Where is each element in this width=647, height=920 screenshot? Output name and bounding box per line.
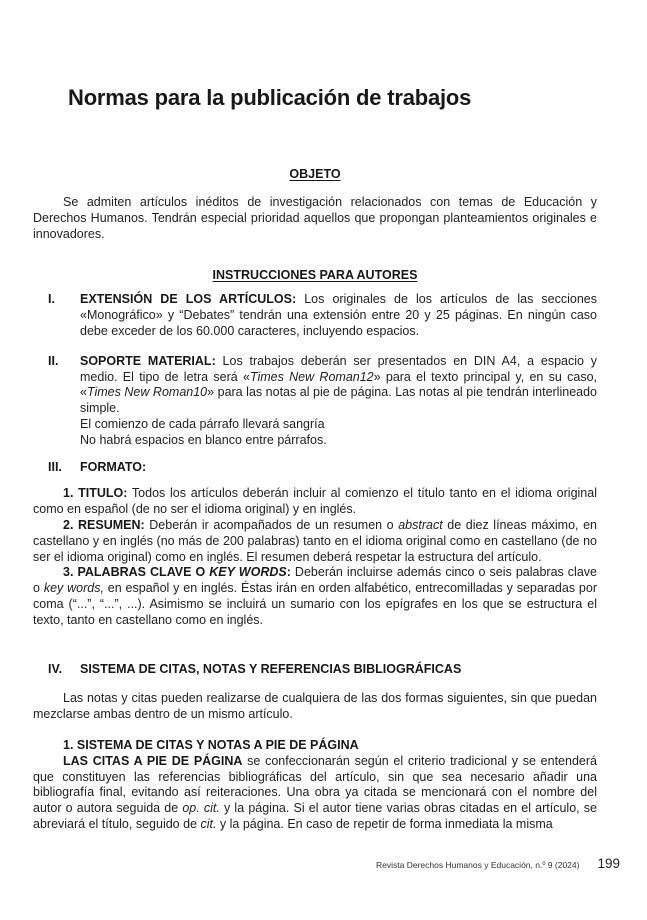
palabras-label-1: 3. PALABRAS CLAVE O <box>63 565 210 580</box>
journal-name: Revista Derechos Humanos y Educación, n.º 9 (2024) <box>376 860 580 870</box>
font-name-1: Times New Roman12 <box>249 369 374 384</box>
roman-numeral-iii: III. <box>48 459 62 474</box>
objeto-paragraph: Se admiten artículos inéditos de investigación relacionados con temas de Educación y Derechos Humanos. Tendrán especial prioridad aquellos que propongan planteamientos originales e innovadores. <box>33 195 597 241</box>
resumen-label: 2. RESUMEN: <box>63 517 145 532</box>
formato-paragraph-resumen <box>33 518 597 565</box>
titulo-label: 1. TITULO: <box>63 486 128 501</box>
citas-intro-paragraph: Las notas y citas pueden realizarse de cualquiera de las dos formas siguientes, sin que puedan mezclarse ambas dentro de un mismo artículo. <box>33 691 597 722</box>
page-number: 199 <box>597 856 620 871</box>
item-soporte-label: SOPORTE MATERIAL: <box>80 353 216 368</box>
cit-italic: cit. <box>200 816 217 831</box>
item-soporte-text <box>80 354 597 449</box>
citas-pie-label: LAS CITAS A PIE DE PÁGINA <box>63 753 243 768</box>
roman-numeral-i: I. <box>48 292 55 307</box>
page-title: Normas para la publicación de trabajos <box>68 85 472 110</box>
section-heading-instrucciones: INSTRUCCIONES PARA AUTORES <box>212 268 418 283</box>
item-extension-text <box>80 292 597 339</box>
item-extension-label: EXTENSIÓN DE LOS ARTÍCULOS: <box>80 292 297 307</box>
resumen-text-1: Deberán ir acompañados de un resumen o <box>144 517 399 532</box>
item-formato-label: FORMATO: <box>80 459 147 474</box>
formato-paragraph-titulo <box>33 486 597 518</box>
formato-paragraph-palabras <box>33 565 597 628</box>
palabras-text-1: Deberán incluirse además cinco o seis palabras clave o <box>33 565 597 596</box>
resumen-text-2: de diez líneas máximo, en castellano y en inglés (no más de 200 palabras) tanto en el idioma original como en castellano (de no ser el idioma original) como en inglés. El resumen deberá respetar la estructura del artículo. <box>33 517 597 564</box>
abstract-italic: abstract <box>398 517 443 532</box>
op-cit-italic: op. cit. <box>182 801 220 816</box>
page-content <box>33 0 597 833</box>
item-extension-body: Los originales de los artículos de las secciones «Monográfico» y “Debates” tendrán una extensión entre 20 y 25 páginas. En ningún caso debe exceder de los 60.000 caracteres, incluyendo espacios. <box>80 292 597 338</box>
item-soporte-paragraph <box>80 354 597 415</box>
soporte-rule-line-1: El comienzo de cada párrafo llevará sangría <box>80 416 325 431</box>
roman-numeral-iv: IV. <box>48 661 63 676</box>
list-item-extension <box>33 292 597 339</box>
soporte-text-2: » para el texto principal y, en su caso, « <box>80 369 597 400</box>
citas-text-2: y la página. Si el autor tiene varias obras citadas en el artículo, se abreviará el título, seguido de <box>33 801 597 831</box>
roman-numeral-ii: II. <box>48 353 59 368</box>
keywords-italic: key words, <box>43 581 104 596</box>
citas-pie-paragraph <box>33 754 597 833</box>
item-sistema-citas-label: SISTEMA DE CITAS, NOTAS Y REFERENCIAS BIBLIOGRÁFICAS <box>80 661 462 676</box>
soporte-text-3: » para las notas al pie de página. Las notas al pie tendrán interlineado simple. <box>80 385 597 416</box>
soporte-text-1: Los trabajos deberán ser presentados en DIN A4, a espacio y medio. El tipo de letra será « <box>80 353 597 384</box>
list-item-sistema-citas <box>33 662 597 678</box>
citas-text-3: y la página. En caso de repetir de forma inmediata la misma <box>216 816 553 831</box>
palabras-label-2: : <box>286 565 291 580</box>
citas-subheading: 1. SISTEMA DE CITAS Y NOTAS A PIE DE PÁGINA <box>63 737 359 752</box>
soporte-rule-line-2: No habrá espacios en blanco entre párrafos. <box>80 432 327 447</box>
font-name-2: Times New Roman10 <box>86 385 208 400</box>
page-footer <box>0 856 620 871</box>
palabras-text-2: en español y en inglés. Éstas irán en orden alfabético, entrecomilladas y separadas por coma (“...”, “...”, ...). Asimismo se incluirá un sumario con los epígrafes en los que se estructura el texto, tanto en castellano como en inglés. <box>33 581 597 627</box>
citas-text-1: se confeccionarán según el criterio tradicional y se entenderá que constituyen las referencias bibliográficas del artículo, sin que sea necesario añadir una bibliografía final, evitando así reiteraciones. Una obra ya citada se mencionará con el nombre del autor o autora seguida de <box>33 753 597 816</box>
list-item-soporte <box>33 354 597 449</box>
keywords-label-italic: KEY WORDS <box>209 565 287 580</box>
section-heading-objeto: OBJETO <box>289 167 341 181</box>
titulo-text: Todos los artículos deberán incluir al comienzo el título tanto en el idioma original como en español (de no ser el idioma original) y en inglés. <box>33 486 597 517</box>
list-item-formato <box>33 460 597 476</box>
